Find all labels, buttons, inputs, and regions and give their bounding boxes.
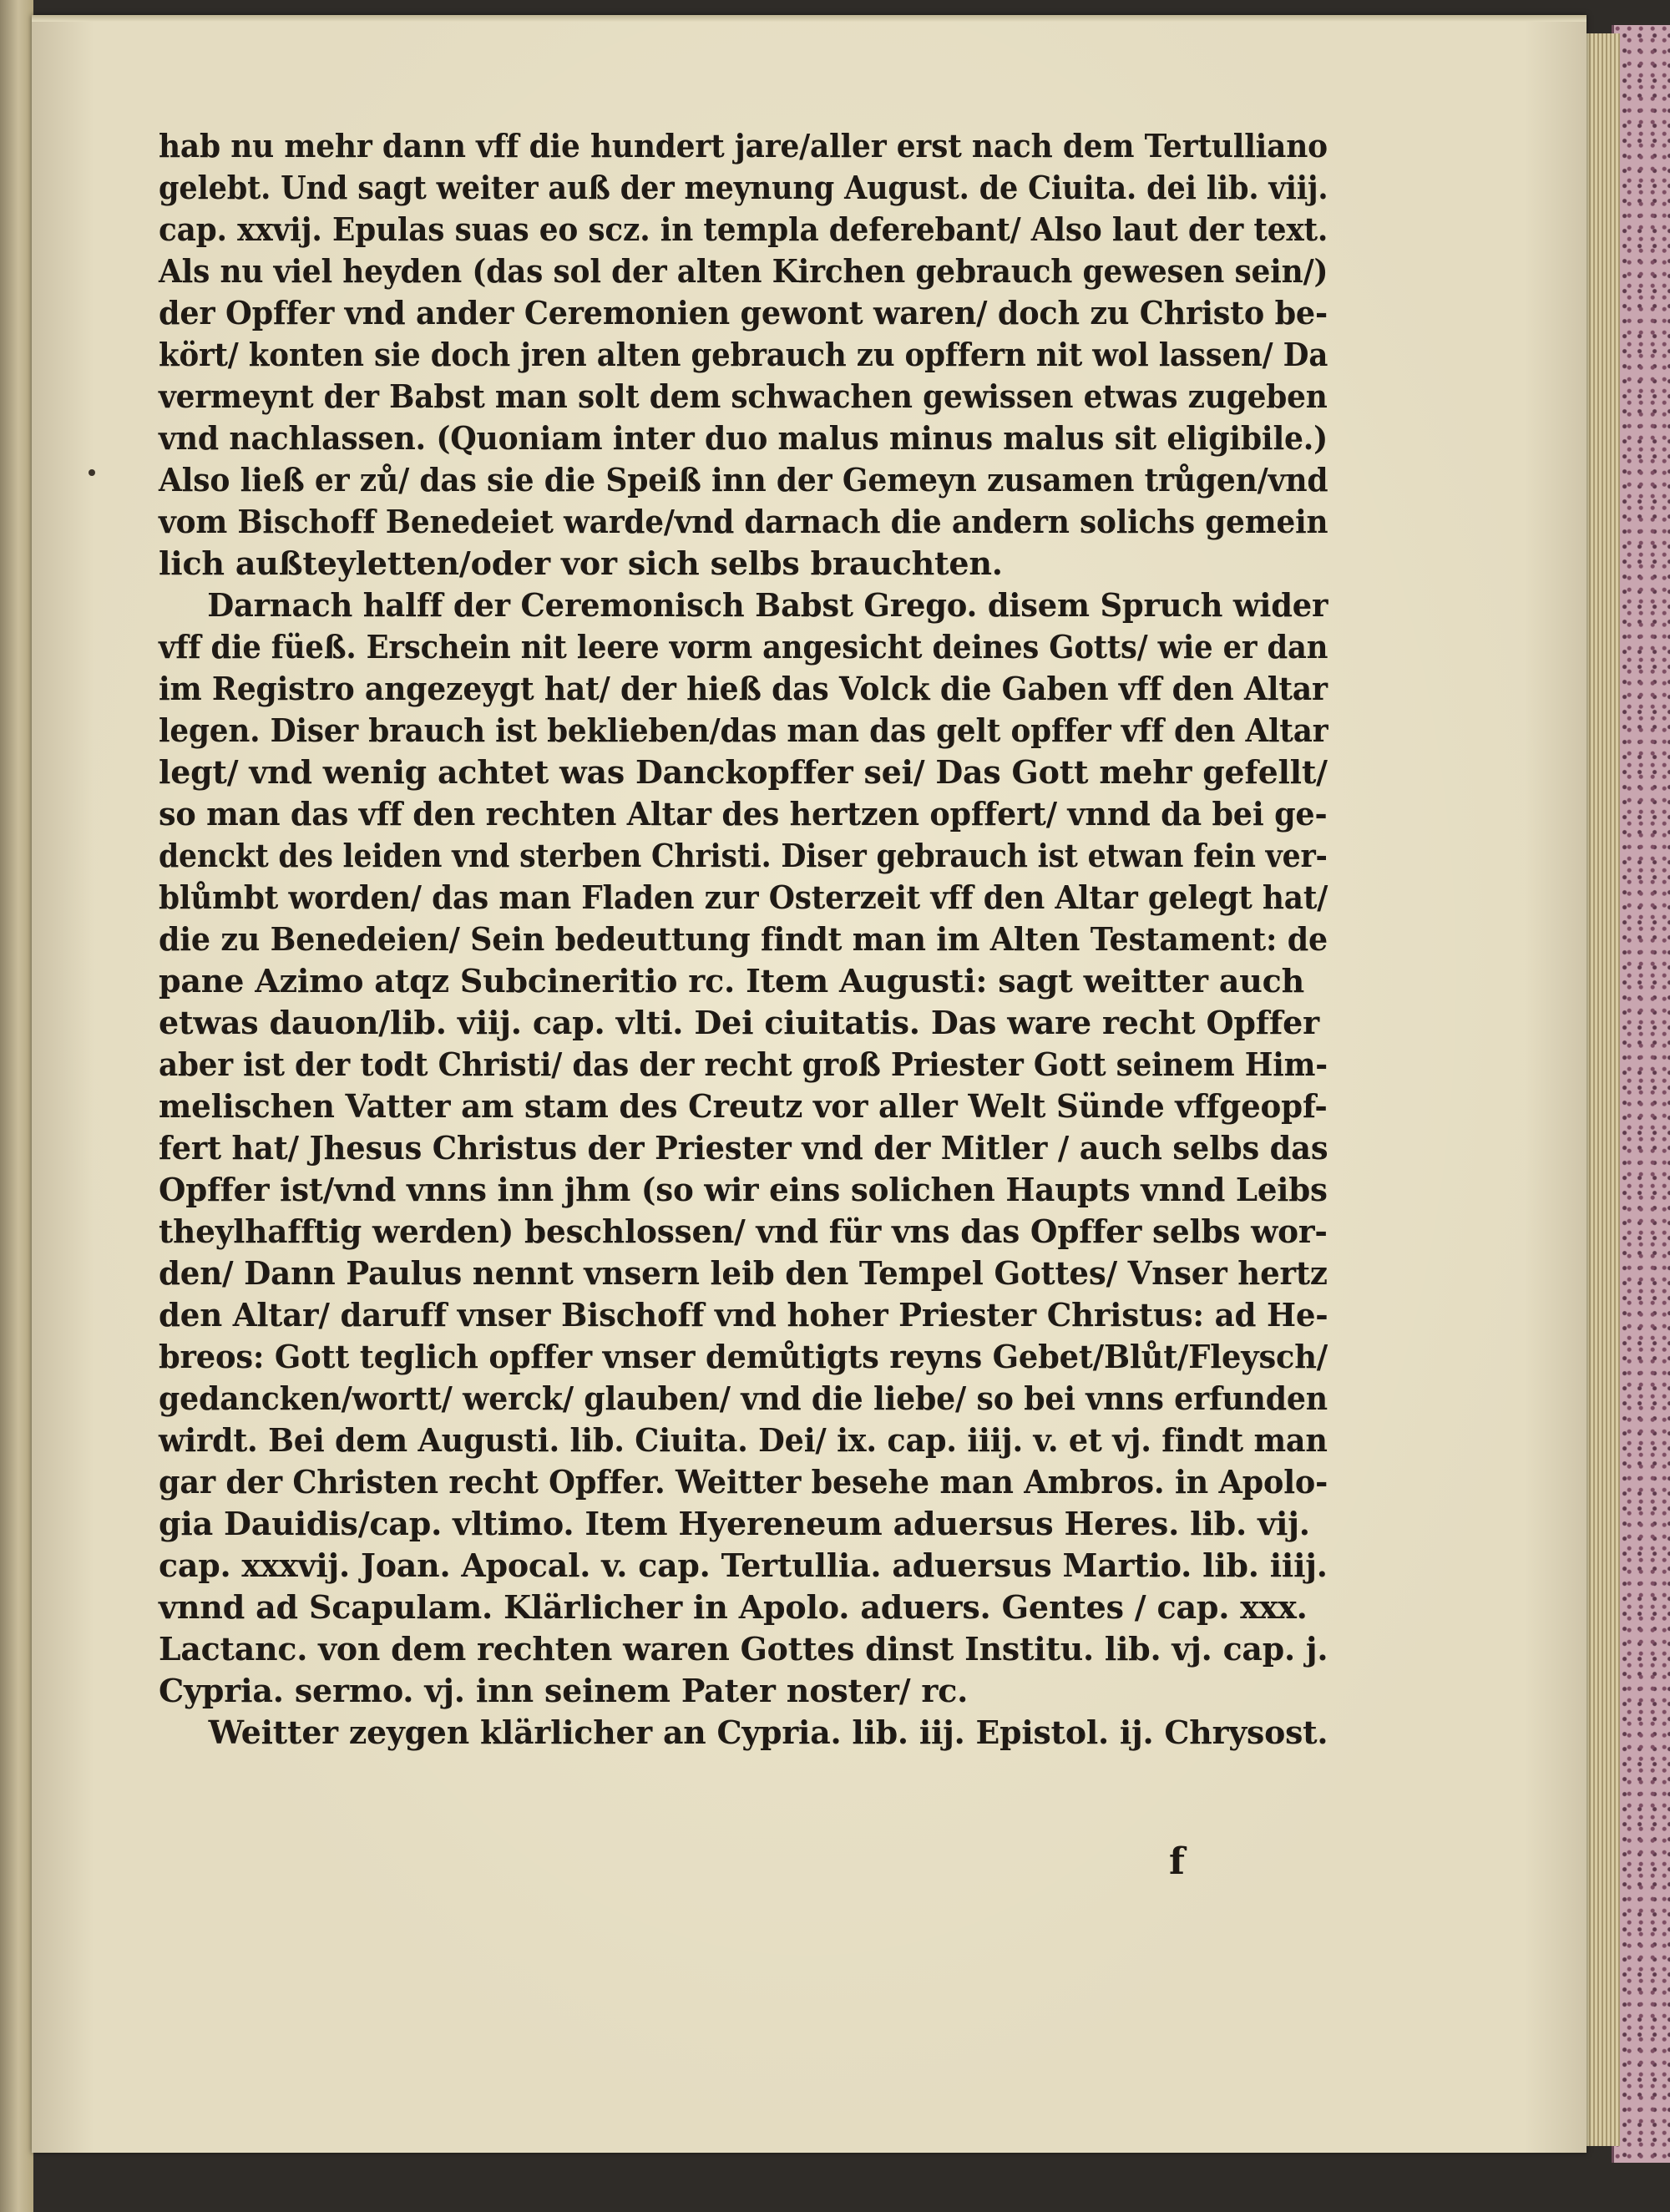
text-line: theylhafftig werden) beschlossen/ vnd für vns das Opffer selbs wor- xyxy=(159,1212,1328,1250)
text-line: gedancken/wortt/ werck/ glauben/ vnd die liebe/ so bei vnns erfunden xyxy=(159,1379,1328,1417)
text-line: Lactanc. von dem rechten waren Gottes dinst Institu. lib. vj. cap. j. xyxy=(159,1630,1328,1668)
text-line: etwas dauon/lib. viij. cap. vlti. Dei ciuitatis. Das ware recht Opffer xyxy=(159,1004,1319,1041)
text-line: vnnd ad Scapulam. Klärlicher in Apolo. aduers. Gentes / cap. xxx. xyxy=(159,1588,1308,1626)
marbled-cover xyxy=(1612,25,1670,2163)
text-line: kört/ konten sie doch jren alten gebrauch zu opffern nit wol lassen/ Da xyxy=(159,336,1328,373)
left-page-edge xyxy=(0,0,33,2212)
text-line: gia Dauidis/cap. vltimo. Item Hyereneum aduersus Heres. lib. vij. xyxy=(159,1505,1310,1542)
text-line: cap. xxxvij. Joan. Apocal. v. cap. Tertullia. aduersus Martio. lib. iiij. xyxy=(159,1546,1328,1584)
text-line: gar der Christen recht Opffer. Weitter besehe man Ambros. in Apolo- xyxy=(159,1463,1328,1501)
text-line: Also ließ er zů/ das sie die Speiß inn der Gemeyn zusamen trůgen/vnd xyxy=(159,461,1328,499)
text-line: denckt des leiden vnd sterben Christi. Diser gebrauch ist etwan fein ver- xyxy=(159,837,1328,874)
text-line: breos: Gott teglich opffer vnser demůtigts reyns Gebet/Blůt/Fleysch/ xyxy=(159,1338,1328,1375)
text-line: cap. xxvij. Epulas suas eo scz. in templa deferebant/ Also laut der text. xyxy=(159,210,1328,248)
text-line: vff die füeß. Erschein nit leere vorm angesicht deines Gotts/ wie er dan xyxy=(159,628,1328,666)
text-line: Weitter zeygen klärlicher an Cypria. lib. iij. Epistol. ij. Chrysost. xyxy=(208,1713,1328,1751)
text-line: den Altar/ daruff vnser Bischoff vnd hoher Priester Christus: ad He- xyxy=(159,1296,1328,1334)
text-line: Cypria. sermo. vj. inn seinem Pater noster/ rc. xyxy=(159,1672,969,1709)
text-line: gelebt. Und sagt weiter auß der meynung August. de Ciuita. dei lib. viij. xyxy=(159,169,1328,206)
page-top-edge xyxy=(32,15,1586,22)
text-block xyxy=(159,125,1328,1754)
text-line: aber ist der todt Christi/ das der recht groß Priester Gott seinem Him- xyxy=(159,1045,1328,1083)
text-line: wirdt. Bei dem Augusti. lib. Ciuita. Dei/ ix. cap. iiij. v. et vj. findt man xyxy=(159,1421,1328,1459)
text-line: vom Bischoff Benedeiet warde/vnd darnach die andern solichs gemein xyxy=(159,503,1328,540)
signature-mark: f xyxy=(1169,1840,1185,1883)
margin-mark xyxy=(89,469,95,476)
text-line: vermeynt der Babst man solt dem schwachen gewissen etwas zugeben xyxy=(159,377,1328,415)
text-line: legen. Diser brauch ist beklieben/das man das gelt opffer vff den Altar xyxy=(159,711,1328,749)
text-line: fert hat/ Jhesus Christus der Priester vnd der Mitler / auch selbs das xyxy=(159,1129,1328,1167)
text-line: hab nu mehr dann vff die hundert jare/aller erst nach dem Tertulliano xyxy=(159,127,1328,165)
text-line: blůmbt worden/ das man Fladen zur Osterzeit vff den Altar gelegt hat/ xyxy=(159,878,1328,916)
text-line: die zu Benedeien/ Sein bedeuttung findt man im Alten Testament: de xyxy=(159,920,1328,958)
text-line: legt/ vnd wenig achtet was Danckopffer sei/ Das Gott mehr gefellt/ xyxy=(159,753,1328,791)
text-line: im Registro angezeygt hat/ der hieß das Volck die Gaben vff den Altar xyxy=(159,670,1328,707)
text-line: lich außteyletten/oder vor sich selbs brauchten. xyxy=(159,544,1003,582)
text-line: Darnach halff der Ceremonisch Babst Grego. disem Spruch wider xyxy=(207,586,1328,624)
text-line: der Opffer vnd ander Ceremonien gewont waren/ doch zu Christo be- xyxy=(159,294,1328,332)
text-line: den/ Dann Paulus nennt vnsern leib den Tempel Gottes/ Vnser hertz xyxy=(159,1254,1328,1292)
text-line: melischen Vatter am stam des Creutz vor aller Welt Sünde vffgeopf- xyxy=(159,1087,1328,1125)
text-line: so man das vff den rechten Altar des hertzen opffert/ vnnd da bei ge- xyxy=(159,795,1328,833)
text-line: pane Azimo atqz Subcineritio rc. Item Augusti: sagt weitter auch xyxy=(159,962,1305,1000)
text-line: Als nu viel heyden (das sol der alten Kirchen gebrauch gewesen sein/) xyxy=(159,252,1328,290)
text-line: Opffer ist/vnd vnns inn jhm (so wir eins solichen Haupts vnnd Leibs xyxy=(159,1171,1328,1208)
text-line: vnd nachlassen. (Quoniam inter duo malus minus malus sit eligibile.) xyxy=(159,419,1328,457)
page-stack-edges xyxy=(1582,33,1620,2146)
